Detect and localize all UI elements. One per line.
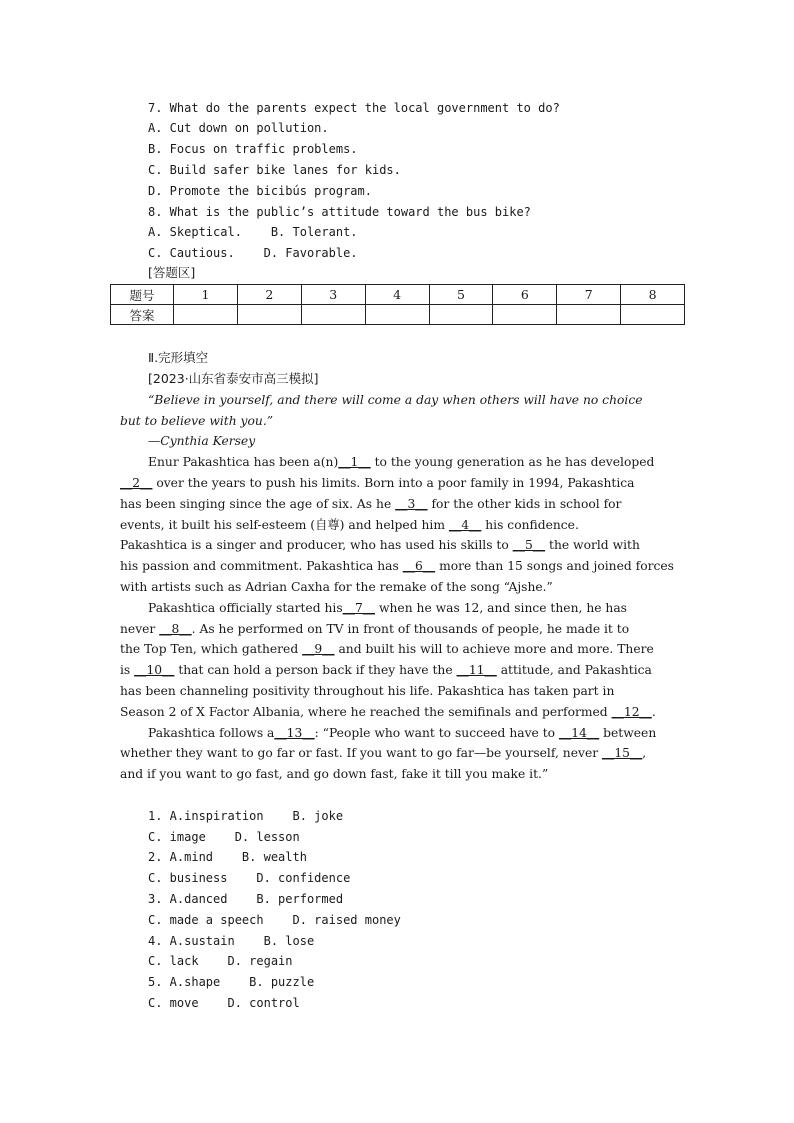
passage-line: [120, 535, 640, 555]
passage-text: Pakashtica follows a: [148, 726, 275, 740]
passage-text: Pakashtica officially started his: [148, 601, 343, 615]
passage-line: [120, 619, 629, 639]
answer-cell[interactable]: [174, 305, 238, 325]
blank-15: __15__: [602, 746, 643, 760]
passage-text: his confidence.: [481, 518, 579, 532]
passage-text: over the years to push his limits. Born into a poor family in 1994, Pakashtica: [152, 476, 635, 490]
passage-text: Enur Pakashtica has been a(n): [148, 455, 339, 469]
question-7-option-b: B. Focus on traffic problems.: [148, 142, 358, 156]
blank-3: __3__: [395, 497, 428, 511]
passage-line: [120, 556, 674, 576]
choice-row: C. move D. control: [148, 996, 300, 1010]
answer-table: [110, 284, 685, 325]
passage-text: between: [599, 726, 657, 740]
answer-table-number: 5: [429, 285, 493, 305]
question-8-stem: 8. What is the public’s attitude toward the bus bike?: [148, 205, 531, 219]
passage-text: for the other kids in school for: [427, 497, 622, 511]
answer-cell[interactable]: [429, 305, 493, 325]
passage-line: [120, 494, 621, 514]
quote-line-1: “Believe in yourself, and there will come a day when others will have no choice: [148, 393, 643, 407]
choice-row: C. lack D. regain: [148, 954, 293, 968]
passage-text: .: [651, 705, 656, 719]
question-7-stem: 7. What do the parents expect the local government to do?: [148, 101, 560, 115]
quote-line-2: but to believe with you.”: [120, 414, 274, 428]
passage-text: attitude, and Pakashtica: [496, 663, 652, 677]
answer-area-label: [答题区]: [148, 265, 196, 280]
source-line: [2023·山东省泰安市高三模拟]: [148, 371, 319, 386]
choice-row: C. business D. confidence: [148, 871, 351, 885]
passage-text: his passion and commitment. Pakashtica has: [120, 559, 403, 573]
passage-line: [148, 723, 656, 743]
choice-row: 5. A.shape B. puzzle: [148, 975, 315, 989]
answer-cell[interactable]: [365, 305, 429, 325]
question-8-options-ab: A. Skeptical. B. Tolerant.: [148, 225, 358, 239]
choice-row: 3. A.danced B. performed: [148, 892, 344, 906]
answer-table-number: 1: [174, 285, 238, 305]
passage-text: and built his will to achieve more and more. There: [334, 642, 654, 656]
blank-7: __7__: [342, 601, 376, 615]
answer-table-number: 8: [621, 285, 685, 305]
passage-line: [120, 660, 652, 680]
blank-12: __12__: [611, 705, 652, 719]
blank-6: __6__: [402, 559, 436, 573]
answer-table-row-header: 题号: [111, 285, 174, 305]
passage-line: and if you want to go fast, and go down fast, fake it till you make it.”: [120, 767, 549, 781]
blank-1: __1__: [338, 455, 371, 469]
answer-cell[interactable]: [237, 305, 301, 325]
passage-text: has been singing since the age of six. As he: [120, 497, 396, 511]
passage-line: [120, 515, 579, 535]
answer-table-number: 3: [301, 285, 365, 305]
blank-13: __13__: [274, 726, 315, 740]
answer-table-number: 4: [365, 285, 429, 305]
passage-line: [120, 639, 654, 659]
answer-table-number-row: [111, 285, 685, 305]
passage-text: that can hold a person back if they have the: [174, 663, 457, 677]
passage-text: : “People who want to succeed have to: [314, 726, 559, 740]
passage-text: . As he performed on TV in front of thousands of people, he made it to: [191, 622, 630, 636]
passage-line: [148, 598, 627, 618]
passage-text: when he was 12, and since then, he has: [375, 601, 627, 615]
blank-2: __2__: [120, 476, 153, 490]
passage-line: has been channeling positivity throughout his life. Pakashtica has taken part in: [120, 684, 615, 698]
passage-text: to the young generation as he has developed: [370, 455, 655, 469]
passage-text: Season 2 of X Factor Albania, where he reached the semifinals and performed: [120, 705, 612, 719]
answer-table-number: 7: [557, 285, 621, 305]
passage-text: ,: [642, 746, 647, 760]
passage-line: [148, 452, 654, 472]
passage-text: more than 15 songs and joined forces: [435, 559, 674, 573]
blank-8: __8__: [159, 622, 192, 636]
passage-text: the Top Ten, which gathered: [120, 642, 303, 656]
blank-14: __14__: [558, 726, 600, 740]
choice-row: 2. A.mind B. wealth: [148, 850, 307, 864]
choice-row: C. made a speech D. raised money: [148, 913, 401, 927]
choice-row: 4. A.sustain B. lose: [148, 934, 315, 948]
passage-text: Pakashtica is a singer and producer, who has used his skills to: [120, 538, 513, 552]
passage-line: [120, 743, 646, 763]
question-7-option-c: C. Build safer bike lanes for kids.: [148, 163, 401, 177]
blank-4: __4__: [448, 518, 482, 532]
answer-cell[interactable]: [557, 305, 621, 325]
question-7-option-d: D. Promote the bicibús program.: [148, 184, 372, 198]
blank-11: __11__: [456, 663, 497, 677]
answer-table-number: 6: [493, 285, 557, 305]
passage-text: never: [120, 622, 160, 636]
answer-table-row-header: 答案: [111, 305, 174, 325]
passage-line: [120, 473, 635, 493]
passage-text: the world with: [545, 538, 640, 552]
answer-table-number: 2: [237, 285, 301, 305]
choice-row: 1. A.inspiration B. joke: [148, 809, 344, 823]
question-7-option-a: A. Cut down on pollution.: [148, 121, 329, 135]
passage-text: is: [120, 663, 135, 677]
passage-text: events, it built his self-esteem (自尊) and helped him: [120, 518, 449, 532]
section-title: Ⅱ.完形填空: [148, 350, 209, 365]
choice-row: C. image D. lesson: [148, 830, 300, 844]
blank-9: __9__: [302, 642, 335, 656]
passage-line: [120, 702, 656, 722]
question-8-options-cd: C. Cautious. D. Favorable.: [148, 246, 358, 260]
answer-cell[interactable]: [301, 305, 365, 325]
answer-cell[interactable]: [493, 305, 557, 325]
blank-5: __5__: [512, 538, 546, 552]
blank-10: __10__: [134, 663, 175, 677]
quote-author: —Cynthia Kersey: [148, 434, 256, 448]
answer-table-answer-row: [111, 305, 685, 325]
passage-text: whether they want to go far or fast. If you want to go far—be yourself, never: [120, 746, 603, 760]
passage-line: with artists such as Adrian Caxha for the remake of the song “Ajshe.”: [120, 580, 553, 594]
answer-cell[interactable]: [621, 305, 685, 325]
